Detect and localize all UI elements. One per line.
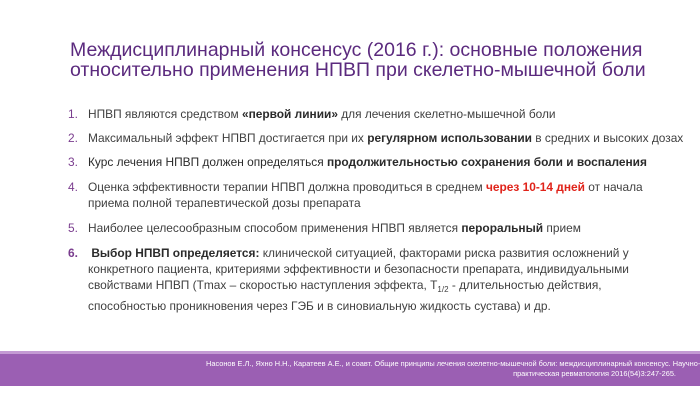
- item-bold-text: пероральный: [461, 221, 544, 235]
- item-text-line-3: [88, 277, 693, 298]
- citation: [206, 359, 700, 379]
- item-text-part: Наиболее целесообразным способом применения НПВП является: [88, 221, 462, 235]
- item-text-part: от начала: [584, 180, 643, 194]
- item-number: 1.: [68, 107, 78, 121]
- subscript: 1/2: [437, 285, 449, 294]
- consensus-list: [68, 106, 693, 314]
- item-text-part: свойствами НПВП (Tmax – скоростью наступления эффекта, T: [88, 278, 438, 292]
- item-bold-text: Выбор НПВП определяется:: [91, 246, 260, 260]
- list-item-5: [68, 220, 693, 236]
- item-text: [88, 154, 693, 170]
- item-text-part: для лечения скелетно-мышечной боли: [337, 107, 556, 121]
- list-item-1: [68, 106, 693, 122]
- item-text: [88, 245, 693, 261]
- item-text: [88, 179, 693, 195]
- item-text-line-2: приема полной терапевтической дозы препарата: [88, 196, 361, 210]
- slide-title: [70, 40, 680, 80]
- item-text: [88, 130, 693, 146]
- item-text: [88, 220, 693, 236]
- item-text-part: в средних и высоких дозах: [532, 131, 684, 145]
- item-number: 2.: [68, 131, 78, 145]
- item-text-part: Максимальный эффект НПВП достигается при их: [88, 131, 368, 145]
- citation-line-1: Насонов Е.Л., Яхно Н.Н., Каратеев А.Е., и соавт. Общие принципы лечения скелетно-мышечной боли: междисциплинарный консенсус. Научно-: [206, 359, 700, 368]
- item-number: 4.: [68, 180, 78, 194]
- item-text: [88, 106, 693, 122]
- item-text-part: прием: [543, 221, 581, 235]
- item-text-part: НПВП являются средством: [88, 107, 242, 121]
- item-text-part: Курс лечения НПВП должен определяться: [88, 155, 327, 169]
- citation-line-2: практическая ревматология 2016(54)3:247-265.: [513, 369, 676, 378]
- title-line-1: Междисциплинарный консенсус (2016 г.): основные положения: [70, 39, 643, 61]
- list-item-4: [68, 179, 693, 211]
- list-item-2: [68, 130, 693, 146]
- list-item-3: [68, 154, 693, 170]
- item-highlight-text: через 10-14 дней: [485, 180, 585, 194]
- item-text-line-4: способностью проникновения через ГЭБ и в синовиальную жидкость сустава) и др.: [88, 299, 551, 313]
- item-number: 3.: [68, 155, 78, 169]
- item-text-part: Оценка эффективности терапии НПВП должна проводиться в среднем: [88, 180, 486, 194]
- item-number: 5.: [68, 221, 78, 235]
- item-text-part: клинической ситуацией, факторами риска развития осложнений у: [259, 246, 629, 260]
- item-text-line-2: конкретного пациента, критериями эффективности и безопасности препарата, индивидуальными: [88, 262, 629, 276]
- item-bold-text: регулярном использовании: [367, 131, 532, 145]
- title-line-2: относительно применения НПВП при скелетно-мышечной боли: [70, 59, 646, 81]
- item-bold-text: «первой линии»: [241, 107, 338, 121]
- item-number: 6.: [68, 246, 78, 260]
- item-bold-text: продолжительностью сохранения боли и воспаления: [326, 155, 647, 169]
- item-text-part: - длительностью действия,: [448, 278, 602, 292]
- list-item-6: [68, 245, 693, 314]
